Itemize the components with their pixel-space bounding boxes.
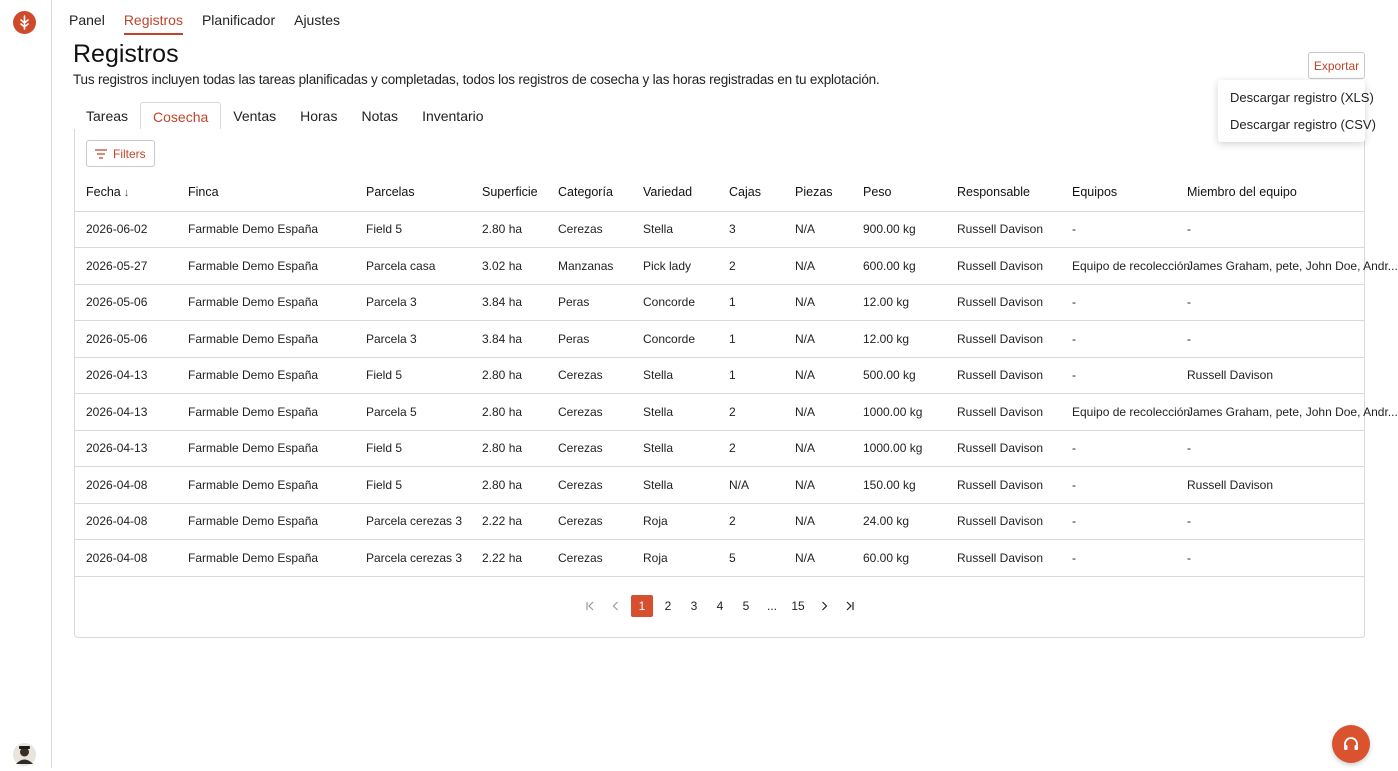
tab-notas[interactable]: Notas — [361, 108, 399, 124]
cell-equipos: - — [1061, 357, 1176, 394]
column-header-equipos[interactable]: Equipos — [1061, 174, 1176, 211]
table-row[interactable] — [75, 357, 1365, 394]
cell-miembro: James Graham, pete, John Doe, Andr... — [1176, 248, 1365, 285]
cell-miembro: - — [1176, 211, 1365, 248]
cell-cajas: 2 — [718, 503, 784, 540]
cell-variedad: Stella — [632, 394, 718, 431]
page-button-1[interactable]: 1 — [631, 595, 653, 617]
cell-fecha: 2026-04-08 — [75, 467, 177, 504]
cell-cajas: 2 — [718, 430, 784, 467]
column-header-responsable[interactable]: Responsable — [946, 174, 1061, 211]
cell-finca: Farmable Demo España — [177, 430, 355, 467]
cell-categoria: Cerezas — [547, 394, 632, 431]
column-header-fecha[interactable]: Fecha ↓ — [75, 174, 177, 211]
cell-superficie: 3.02 ha — [471, 248, 547, 285]
tab-ventas[interactable]: Ventas — [233, 108, 277, 124]
cell-variedad: Stella — [632, 430, 718, 467]
column-header-categoria[interactable]: Categoría — [547, 174, 632, 211]
cell-equipos: - — [1061, 211, 1176, 248]
pagination — [75, 595, 1365, 617]
cell-cajas: 1 — [718, 321, 784, 358]
table-header-row — [75, 174, 1365, 211]
cell-fecha: 2026-05-06 — [75, 284, 177, 321]
column-header-parcelas[interactable]: Parcelas — [355, 174, 471, 211]
cell-parcelas: Parcela 3 — [355, 284, 471, 321]
cell-miembro: Russell Davison — [1176, 357, 1365, 394]
table-row[interactable] — [75, 248, 1365, 285]
column-header-finca[interactable]: Finca — [177, 174, 355, 211]
cell-categoria: Cerezas — [547, 540, 632, 577]
cell-variedad: Stella — [632, 357, 718, 394]
cell-fecha: 2026-04-13 — [75, 394, 177, 431]
cell-finca: Farmable Demo España — [177, 321, 355, 358]
export-dropdown-menu — [1218, 80, 1376, 142]
cell-parcelas: Field 5 — [355, 430, 471, 467]
cell-parcelas: Parcela casa — [355, 248, 471, 285]
cell-peso: 12.00 kg — [852, 284, 946, 321]
cell-cajas: 5 — [718, 540, 784, 577]
cell-variedad: Stella — [632, 211, 718, 248]
cell-responsable: Russell Davison — [946, 248, 1061, 285]
table-row[interactable] — [75, 503, 1365, 540]
cell-finca: Farmable Demo España — [177, 357, 355, 394]
page-title: Registros — [73, 40, 179, 68]
nav-item-ajustes[interactable]: Ajustes — [294, 12, 341, 28]
cell-piezas: N/A — [784, 394, 852, 431]
harvest-records-card — [74, 129, 1398, 638]
cell-superficie: 2.22 ha — [471, 503, 547, 540]
cell-cajas: 1 — [718, 357, 784, 394]
cell-peso: 600.00 kg — [852, 248, 946, 285]
cell-peso: 1000.00 kg — [852, 394, 946, 431]
arrow-down-icon: ↓ — [123, 187, 130, 200]
cell-superficie: 2.22 ha — [471, 540, 547, 577]
cell-categoria: Peras — [547, 321, 632, 358]
page-subtitle: Tus registros incluyen todas las tareas planificadas y completadas, todos los registros de cosecha y las horas registradas en tu explotación. — [73, 72, 880, 87]
tab-inventario[interactable]: Inventario — [422, 108, 484, 124]
tab-cosecha[interactable]: Cosecha — [140, 102, 221, 131]
cell-piezas: N/A — [784, 357, 852, 394]
records-tabs — [74, 102, 1365, 130]
column-header-piezas[interactable]: Piezas — [784, 174, 852, 211]
column-header-cajas[interactable]: Cajas — [718, 174, 784, 211]
cell-cajas: N/A — [718, 467, 784, 504]
cell-peso: 1000.00 kg — [852, 430, 946, 467]
cell-equipos: - — [1061, 467, 1176, 504]
cell-piezas: N/A — [784, 284, 852, 321]
cell-fecha: 2026-04-13 — [75, 430, 177, 467]
cell-cajas: 3 — [718, 211, 784, 248]
table-row[interactable] — [75, 467, 1365, 504]
cell-piezas: N/A — [784, 430, 852, 467]
download-xls-option[interactable]: Descargar registro (XLS) — [1230, 90, 1374, 105]
cell-cajas: 1 — [718, 284, 784, 321]
cell-parcelas: Field 5 — [355, 211, 471, 248]
cell-peso: 500.00 kg — [852, 357, 946, 394]
cell-responsable: Russell Davison — [946, 211, 1061, 248]
cell-miembro: - — [1176, 430, 1365, 467]
left-rail — [0, 0, 52, 768]
cell-piezas: N/A — [784, 321, 852, 358]
cell-parcelas: Parcela 3 — [355, 321, 471, 358]
cell-piezas: N/A — [784, 211, 852, 248]
cell-categoria: Manzanas — [547, 248, 632, 285]
cell-parcelas: Parcela cerezas 3 — [355, 503, 471, 540]
filters-label: Filters — [113, 146, 146, 161]
cell-variedad: Pick lady — [632, 248, 718, 285]
cell-miembro: - — [1176, 503, 1365, 540]
cell-parcelas: Field 5 — [355, 467, 471, 504]
cell-cajas: 2 — [718, 248, 784, 285]
cell-responsable: Russell Davison — [946, 321, 1061, 358]
cell-variedad: Concorde — [632, 284, 718, 321]
cell-categoria: Cerezas — [547, 467, 632, 504]
cell-fecha: 2026-05-27 — [75, 248, 177, 285]
cell-peso: 60.00 kg — [852, 540, 946, 577]
cell-fecha: 2026-05-06 — [75, 321, 177, 358]
cell-cajas: 2 — [718, 394, 784, 431]
export-button[interactable]: Exportar — [1308, 52, 1365, 79]
cell-superficie: 2.80 ha — [471, 211, 547, 248]
table-row[interactable] — [75, 211, 1365, 248]
cell-fecha: 2026-04-08 — [75, 540, 177, 577]
cell-finca: Farmable Demo España — [177, 211, 355, 248]
cell-fecha: 2026-04-13 — [75, 357, 177, 394]
cell-finca: Farmable Demo España — [177, 467, 355, 504]
cell-responsable: Russell Davison — [946, 467, 1061, 504]
page-button-last[interactable]: 15 — [791, 599, 805, 613]
headset-icon — [1342, 735, 1360, 753]
page-button-3[interactable]: 3 — [690, 599, 698, 613]
top-navigation — [69, 12, 340, 35]
cell-finca: Farmable Demo España — [177, 394, 355, 431]
harvest-table — [75, 174, 1398, 577]
cell-responsable: Russell Davison — [946, 357, 1061, 394]
page-button-5[interactable]: 5 — [742, 599, 750, 613]
cell-finca: Farmable Demo España — [177, 284, 355, 321]
next-page-icon[interactable] — [813, 595, 835, 617]
support-button[interactable] — [1332, 725, 1370, 763]
nav-item-registros[interactable]: Registros — [124, 12, 183, 35]
cell-superficie: 3.84 ha — [471, 321, 547, 358]
farmable-logo-icon[interactable] — [13, 11, 36, 34]
cell-categoria: Cerezas — [547, 503, 632, 540]
cell-fecha: 2026-04-08 — [75, 503, 177, 540]
column-header-peso[interactable]: Peso — [852, 174, 946, 211]
cell-superficie: 3.84 ha — [471, 284, 547, 321]
table-body — [75, 211, 1398, 576]
cell-responsable: Russell Davison — [946, 430, 1061, 467]
cell-miembro: Russell Davison — [1176, 467, 1365, 504]
cell-peso: 12.00 kg — [852, 321, 946, 358]
cell-peso: 900.00 kg — [852, 211, 946, 248]
cell-fecha: 2026-06-02 — [75, 211, 177, 248]
cell-equipos: - — [1061, 540, 1176, 577]
cell-variedad: Concorde — [632, 321, 718, 358]
cell-variedad: Roja — [632, 540, 718, 577]
cell-responsable: Russell Davison — [946, 540, 1061, 577]
cell-equipos: - — [1061, 430, 1176, 467]
cell-categoria: Cerezas — [547, 211, 632, 248]
cell-parcelas: Parcela cerezas 3 — [355, 540, 471, 577]
cell-equipos: - — [1061, 503, 1176, 540]
filter-lines-icon — [95, 149, 107, 159]
column-header-superficie[interactable]: Superficie — [471, 174, 547, 211]
table-row[interactable] — [75, 540, 1365, 577]
cell-parcelas: Field 5 — [355, 357, 471, 394]
cell-equipos: - — [1061, 321, 1176, 358]
cell-peso: 24.00 kg — [852, 503, 946, 540]
cell-miembro: James Graham, pete, John Doe, Andr... — [1176, 394, 1365, 431]
cell-peso: 150.00 kg — [852, 467, 946, 504]
cell-parcelas: Parcela 5 — [355, 394, 471, 431]
cell-categoria: Cerezas — [547, 357, 632, 394]
previous-page-icon[interactable] — [605, 595, 627, 617]
cell-variedad: Roja — [632, 503, 718, 540]
cell-miembro: - — [1176, 284, 1365, 321]
page-ellipsis: ... — [766, 599, 777, 613]
cell-equipos: - — [1061, 284, 1176, 321]
cell-categoria: Peras — [547, 284, 632, 321]
page-button-4[interactable]: 4 — [716, 599, 724, 613]
filters-button[interactable] — [86, 140, 155, 167]
table-row[interactable] — [75, 321, 1365, 358]
last-page-icon[interactable] — [839, 595, 861, 617]
tab-horas[interactable]: Horas — [300, 108, 338, 124]
cell-superficie: 2.80 ha — [471, 430, 547, 467]
first-page-icon[interactable] — [579, 595, 601, 617]
cell-responsable: Russell Davison — [946, 394, 1061, 431]
cell-piezas: N/A — [784, 503, 852, 540]
cell-equipos: Equipo de recolección — [1061, 248, 1176, 285]
table-row[interactable] — [75, 284, 1365, 321]
download-csv-option[interactable]: Descargar registro (CSV) — [1230, 117, 1376, 132]
column-header-variedad[interactable]: Variedad — [632, 174, 718, 211]
column-header-miembro[interactable]: Miembro del equipo — [1176, 174, 1365, 211]
cell-piezas: N/A — [784, 540, 852, 577]
cell-piezas: N/A — [784, 248, 852, 285]
cell-superficie: 2.80 ha — [471, 357, 547, 394]
cell-finca: Farmable Demo España — [177, 248, 355, 285]
cell-superficie: 2.80 ha — [471, 394, 547, 431]
nav-item-planificador[interactable]: Planificador — [201, 12, 276, 28]
cell-responsable: Russell Davison — [946, 503, 1061, 540]
table-row[interactable] — [75, 430, 1365, 467]
cell-equipos: Equipo de recolección — [1061, 394, 1176, 431]
table-row[interactable] — [75, 394, 1365, 431]
cell-categoria: Cerezas — [547, 430, 632, 467]
user-avatar-icon[interactable] — [13, 743, 36, 766]
cell-miembro: - — [1176, 321, 1365, 358]
nav-item-panel[interactable]: Panel — [69, 12, 105, 28]
cell-finca: Farmable Demo España — [177, 540, 355, 577]
cell-responsable: Russell Davison — [946, 284, 1061, 321]
cell-variedad: Stella — [632, 467, 718, 504]
tab-tareas[interactable]: Tareas — [86, 108, 129, 124]
cell-superficie: 2.80 ha — [471, 467, 547, 504]
page-button-2[interactable]: 2 — [664, 599, 672, 613]
cell-piezas: N/A — [784, 467, 852, 504]
cell-miembro: - — [1176, 540, 1365, 577]
cell-finca: Farmable Demo España — [177, 503, 355, 540]
